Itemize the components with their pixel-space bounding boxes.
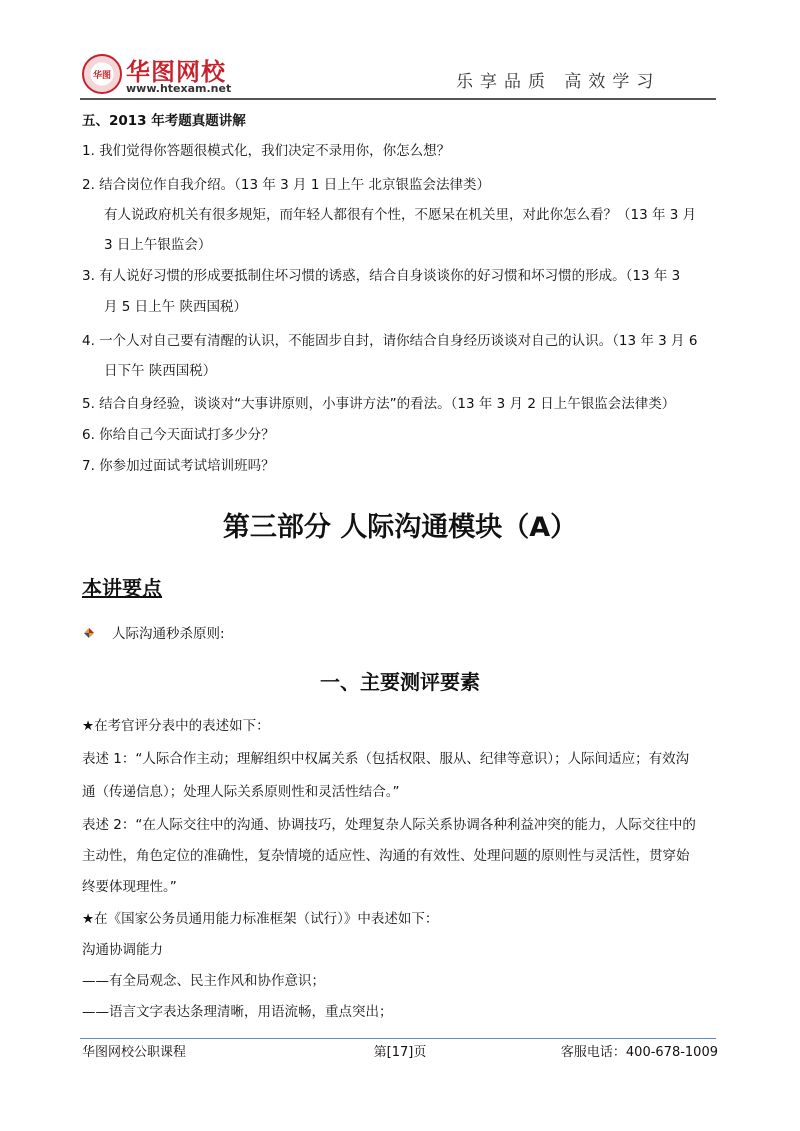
part-title: 第三部分 人际沟通模块（A） <box>222 512 578 543</box>
question-2: 2. 结合岗位作自我介绍。（13 年 3 月 1 日上午 北京银监会法律类） <box>82 177 491 193</box>
header-slogan: 乐享品质 高效学习 <box>456 72 661 92</box>
paragraph: ★在考官评分表中的表述如下： <box>82 718 270 734</box>
paragraph: 终要体现理性。” <box>82 879 177 895</box>
paragraph: 通（传递信息）；处理人际关系原则性和灵活性结合。” <box>82 784 400 800</box>
paragraph: ——语言文字表达条理清晰，用语流畅，重点突出； <box>82 1004 393 1020</box>
question-4: 4. 一个人对自己要有清醒的认识，不能固步自封，请你结合自身经历谈谈对自己的认识。（13 年 3 月 6 <box>82 333 698 349</box>
header-divider <box>80 98 716 100</box>
question-4-cont: 日下午 陕西国税） <box>104 363 217 379</box>
page-number: 第[17]页 <box>373 1045 427 1060</box>
paragraph: ——有全局观念、民主作风和协作意识； <box>82 973 325 989</box>
footer-phone: 客服电话：400-678-1009 <box>560 1045 718 1060</box>
paragraph: 沟通协调能力 <box>82 942 163 958</box>
subsection-title: 一、主要测评要素 <box>320 670 480 694</box>
question-2-extra: 有人说政府机关有很多规矩，而年轻人都很有个性，不愿呆在机关里，对此你怎么看？（13 年 3 月 <box>104 207 697 223</box>
logo-seal-icon: 华图 <box>82 54 122 94</box>
paragraph: 表述 2：“在人际交往中的沟通、协调技巧，处理复杂人际关系协调各种利益冲突的能力，人际交往中的 <box>82 817 696 833</box>
section-heading: 五、2013 年考题真题讲解 <box>82 113 246 129</box>
question-6: 6. 你给自己今天面试打多少分？ <box>82 427 275 443</box>
bullet-item: 人际沟通秒杀原则: <box>112 626 225 642</box>
paragraph: ★在《国家公务员通用能力标准框架（试行）》中表述如下： <box>82 911 439 927</box>
logo-name: 华图网校 <box>126 58 226 86</box>
question-7: 7. 你参加过面试考试培训班吗？ <box>82 458 275 474</box>
paragraph: 主动性，角色定位的准确性，复杂情境的适应性、沟通的有效性、处理问题的原则性与灵活性，贯穿始 <box>82 848 690 864</box>
footer-divider <box>80 1038 716 1039</box>
question-3: 3. 有人说好习惯的形成要抵制住坏习惯的诱惑，结合自身谈谈你的好习惯和坏习惯的形成。（13 年 3 <box>82 268 681 284</box>
question-1: 1. 我们觉得你答题很模式化，我们决定不录用你，你怎么想？ <box>82 143 451 159</box>
question-3-cont: 月 5 日上午 陕西国税） <box>104 299 247 315</box>
key-points-title: 本讲要点 <box>82 576 162 600</box>
logo-url: www.htexam.net <box>126 82 232 95</box>
question-5: 5. 结合自身经验，谈谈对“大事讲原则，小事讲方法”的看法。（13 年 3 月 2 日上午银监会法律类） <box>82 396 676 412</box>
bullet-icon <box>84 628 94 638</box>
paragraph: 表述 1：“人际合作主动；理解组织中权属关系（包括权限、服从、纪律等意识）；人际间适应；有效沟 <box>82 751 690 767</box>
question-2-extra-cont: 3 日上午银监会） <box>104 237 212 253</box>
footer-course: 华图网校公职课程 <box>82 1045 187 1060</box>
